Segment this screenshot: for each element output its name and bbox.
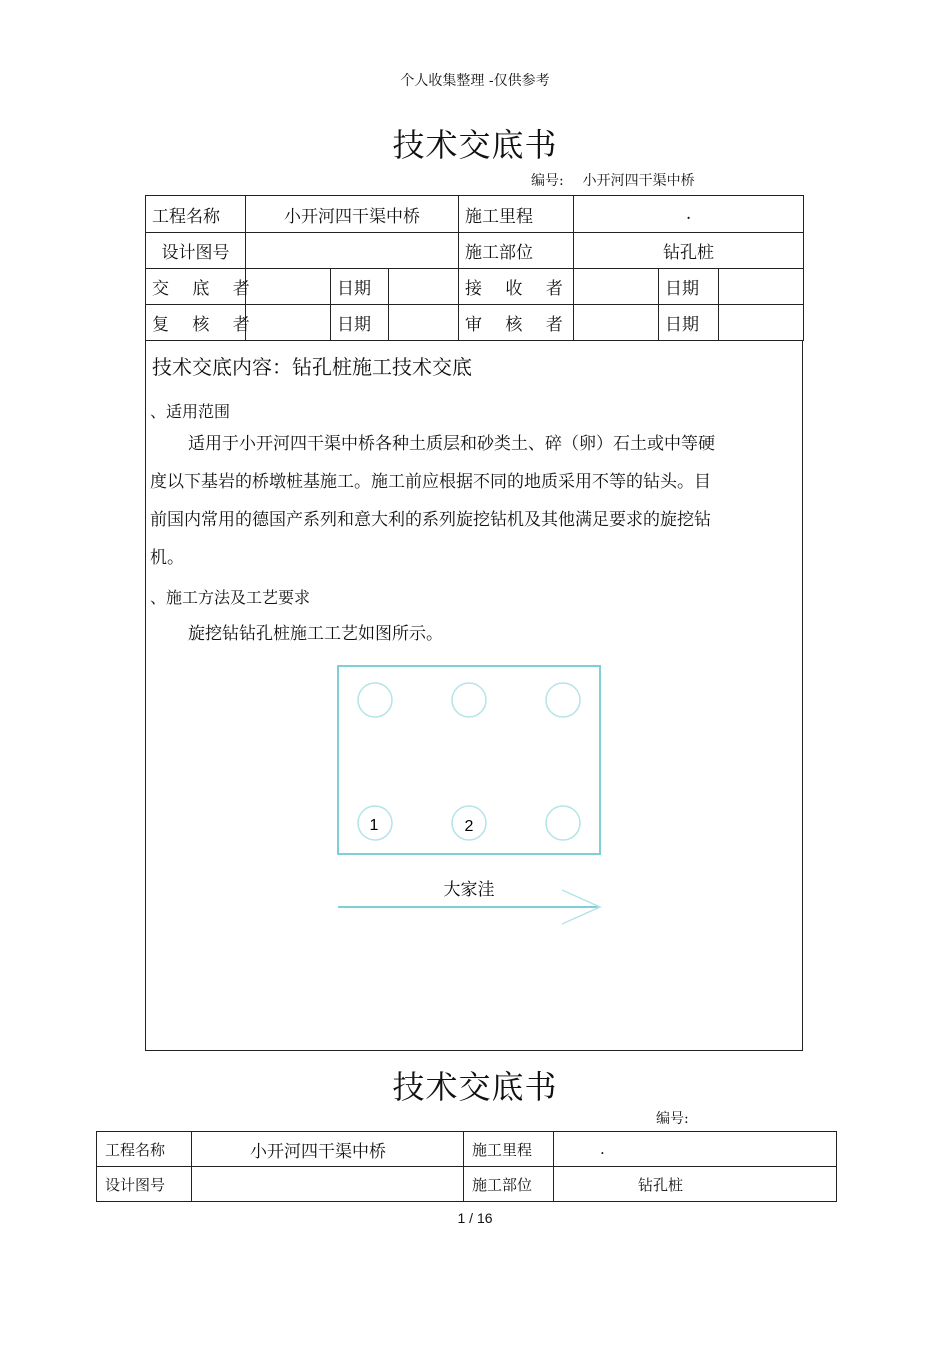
part-value: 钻孔桩 xyxy=(574,233,804,269)
drawing-no-label: 设计图号 xyxy=(97,1167,192,1202)
method-paragraph: 旋挖钻钻孔桩施工工艺如图所示。 xyxy=(188,624,443,644)
mileage-value: . xyxy=(574,196,804,233)
mileage-label: 施工里程 xyxy=(459,196,574,233)
briefer-date-value xyxy=(389,269,459,305)
mileage-value: . xyxy=(554,1132,837,1167)
part-label: 施工部位 xyxy=(459,233,574,269)
scope-paragraph xyxy=(150,425,750,577)
reviewer-label: 复 核 者 xyxy=(146,305,246,341)
auditor-label: 审 核 者 xyxy=(459,305,574,341)
content-heading: 技术交底内容：钻孔桩施工技术交底 xyxy=(152,355,472,379)
info-table-page2 xyxy=(96,1131,837,1202)
info-table xyxy=(145,195,804,341)
reviewer-date-value xyxy=(389,305,459,341)
part-label: 施工部位 xyxy=(464,1167,554,1202)
reviewer-date-label: 日期 xyxy=(331,305,389,341)
section-scope: 、适用范围 xyxy=(150,402,231,421)
scope-line-3: 前国内常用的德国产系列和意大利的系列旋挖钻机及其他满足要求的旋挖钻 xyxy=(150,510,711,530)
scope-line-2: 度以下基岩的桥墩桩基施工。施工前应根据不同的地质采用不等的钻头。目 xyxy=(150,472,711,492)
receiver-value xyxy=(574,269,659,305)
briefer-date-label: 日期 xyxy=(331,269,389,305)
project-name-label: 工程名称 xyxy=(97,1132,192,1167)
serial-value: 小开河四干渠中桥 xyxy=(582,173,695,189)
mileage-label: 施工里程 xyxy=(464,1132,554,1167)
serial-label-page2: 编号: xyxy=(656,1111,689,1127)
auditor-value xyxy=(574,305,659,341)
serial-label: 编号: xyxy=(531,173,564,189)
pile-circle xyxy=(452,683,486,717)
drawing-no-value xyxy=(246,233,459,269)
serial-number xyxy=(531,170,695,190)
part-value: 钻孔桩 xyxy=(554,1167,837,1202)
pile-label-1: 1 xyxy=(369,817,379,834)
pile-layout-diagram xyxy=(330,660,610,930)
project-name-value: 小开河四干渠中桥 xyxy=(246,196,459,233)
auditor-date-value xyxy=(719,305,804,341)
page-number: 1 / 16 xyxy=(457,1210,493,1226)
drawing-no-value xyxy=(192,1167,464,1202)
pile-circle xyxy=(546,806,580,840)
header-note: 个人收集整理 -仅供参考 xyxy=(400,73,550,89)
receiver-date-value xyxy=(719,269,804,305)
document-title: 技术交底书 xyxy=(392,126,558,164)
auditor-date-label: 日期 xyxy=(659,305,719,341)
scope-line-1: 适用于小开河四干渠中桥各种土质层和砂类土、碎（卵）石土或中等硬 xyxy=(188,434,715,454)
section-method: 、施工方法及工艺要求 xyxy=(150,588,311,607)
pile-circle xyxy=(546,683,580,717)
pile-label-2: 2 xyxy=(464,818,474,835)
scope-line-4: 机。 xyxy=(150,548,184,568)
pile-circle xyxy=(358,683,392,717)
receiver-date-label: 日期 xyxy=(659,269,719,305)
diagram-caption: 大家洼 xyxy=(443,880,495,900)
project-name-label: 工程名称 xyxy=(146,196,246,233)
project-name-value: 小开河四干渠中桥 xyxy=(192,1132,464,1167)
briefer-label: 交 底 者 xyxy=(146,269,246,305)
document-title-page2: 技术交底书 xyxy=(392,1068,558,1106)
receiver-label: 接 收 者 xyxy=(459,269,574,305)
drawing-no-label: 设计图号 xyxy=(146,233,246,269)
